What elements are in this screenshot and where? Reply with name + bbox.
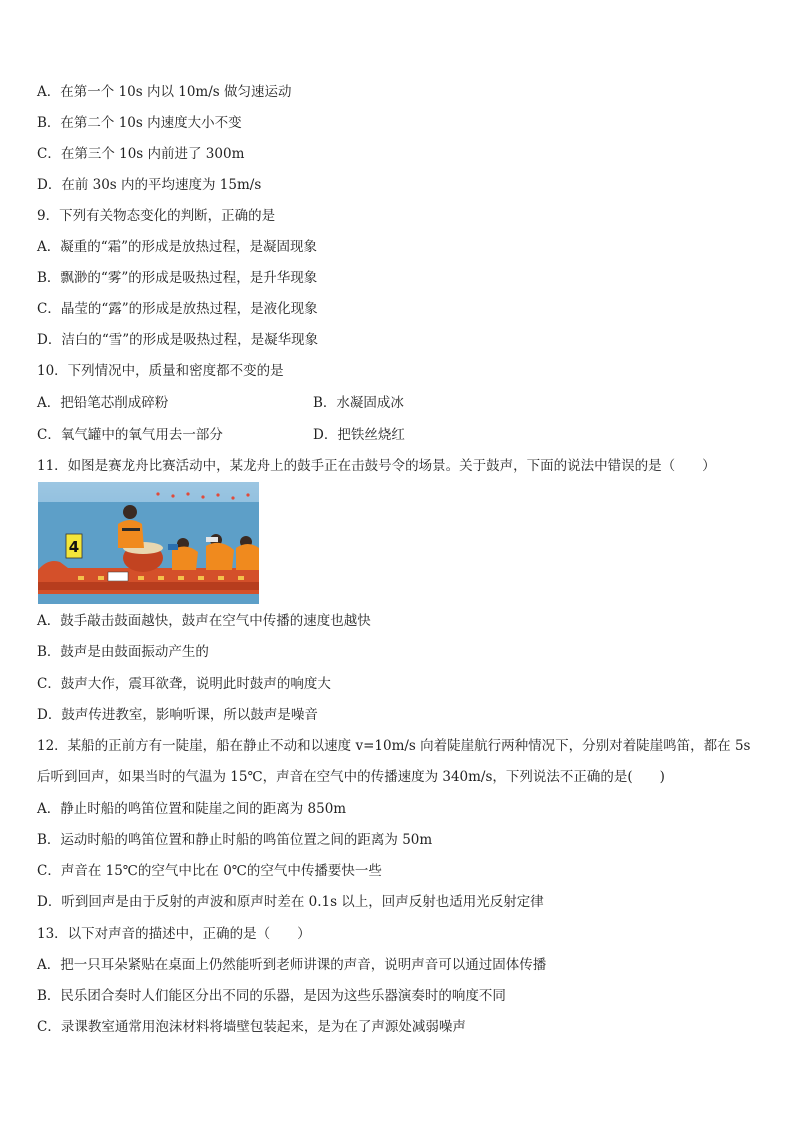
q13-option-c: C．录课教室通常用泡沫材料将墙壁包装起来，是为在了声源处减弱噪声: [37, 1019, 466, 1035]
q9-option-d: D．洁白的“雪”的形成是吸热过程，是凝华现象: [37, 332, 319, 348]
q8-option-d: D．在前 30s 内的平均速度为 15m/s: [37, 177, 262, 193]
q10-option-b: B．水凝固成冰: [313, 395, 404, 411]
q12-option-a: A．静止时船的鸣笛位置和陡崖之间的距离为 850m: [37, 801, 347, 817]
q9-stem: 9．下列有关物态变化的判断，正确的是: [37, 208, 276, 224]
q10-stem: 10．下列情况中，质量和密度都不变的是: [37, 363, 284, 379]
q12-option-c: C．声音在 15℃的空气中比在 0℃的空气中传播要快一些: [37, 863, 382, 879]
q11-option-c: C．鼓声大作，震耳欲聋，说明此时鼓声的响度大: [37, 676, 331, 692]
q12-stem-line-1: 12．某船的正前方有一陡崖，船在静止不动和以速度 v=10m/s 向着陡崖航行两种情况下，分别对着陡崖鸣笛，都在 5s: [37, 738, 751, 754]
q8-option-a: A．在第一个 10s 内以 10m/s 做匀速运动: [37, 84, 292, 100]
q12-option-d: D．听到回声是由于反射的声波和原声时差在 0.1s 以上，回声反射也适用光反射定律: [37, 894, 544, 910]
q13-stem: 13．以下对声音的描述中，正确的是（ ）: [37, 926, 311, 942]
q11-option-d: D．鼓声传进教室，影响听课，所以鼓声是噪音: [37, 707, 318, 723]
q12-option-b: B．运动时船的鸣笛位置和静止时船的鸣笛位置之间的距离为 50m: [37, 832, 433, 848]
q13-option-b: B．民乐团合奏时人们能区分出不同的乐器，是因为这些乐器演奏时的响度不同: [37, 988, 506, 1004]
q9-option-c: C．晶莹的“露”的形成是放热过程，是液化现象: [37, 301, 318, 317]
q11-option-a: A．鼓手敲击鼓面越快，鼓声在空气中传播的速度也越快: [37, 613, 371, 629]
lane-number-sign: [66, 534, 82, 558]
q10-option-d: D．把铁丝烧红: [313, 427, 405, 443]
q10-option-c: C．氧气罐中的氧气用去一部分: [37, 427, 223, 443]
q9-option-b: B．飘渺的“雾”的形成是吸热过程，是升华现象: [37, 270, 318, 286]
q11-stem: 11．如图是赛龙舟比赛活动中，某龙舟上的鼓手正在击鼓号令的场景。关于鼓声，下面的说法中错误的是（ ）: [37, 458, 716, 474]
q13-option-a: A．把一只耳朵紧贴在桌面上仍然能听到老师讲课的声音，说明声音可以通过固体传播: [37, 957, 547, 973]
dragon-boat-photo: [38, 482, 259, 604]
q8-option-c: C．在第三个 10s 内前进了 300m: [37, 146, 245, 162]
q10-option-a: A．把铅笔芯削成碎粉: [37, 395, 169, 411]
lane-number: 4: [68, 538, 80, 556]
q8-option-b: B．在第二个 10s 内速度大小不变: [37, 115, 242, 131]
q9-option-a: A．凝重的“霜”的形成是放热过程，是凝固现象: [37, 239, 318, 255]
q12-stem-line-2: 后听到回声，如果当时的气温为 15℃，声音在空气中的传播速度为 340m/s，下列说法不正确的是( ): [37, 769, 665, 785]
q11-option-b: B．鼓声是由鼓面振动产生的: [37, 644, 209, 660]
